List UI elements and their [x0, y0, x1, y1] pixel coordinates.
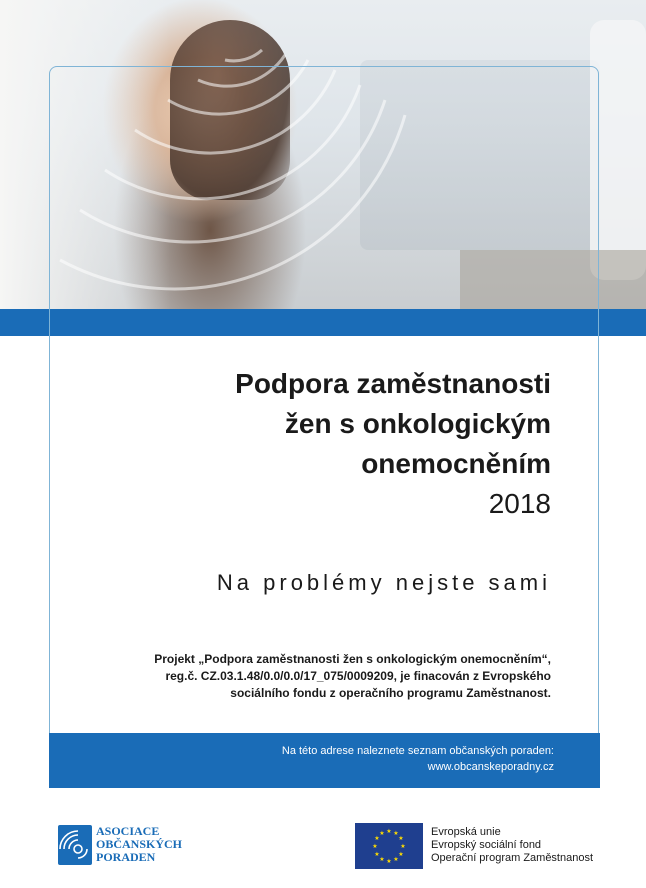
- svg-text:★: ★: [386, 858, 392, 865]
- page-title: [31, 364, 551, 484]
- svg-text:★: ★: [398, 835, 404, 842]
- project-statement: [31, 651, 551, 702]
- tagline: Na problémy nejste sami: [216, 570, 551, 595]
- svg-text:★: ★: [386, 828, 392, 835]
- title-line: žen s onkologickým: [284, 408, 551, 439]
- header-band: [0, 309, 646, 336]
- eu-line: Operační program Zaměstnanost: [431, 852, 594, 864]
- title-line: Podpora zaměstnanosti: [235, 368, 551, 399]
- svg-text:★: ★: [374, 835, 380, 842]
- project-line: sociálního fondu z operačního programu Zaměstnanost.: [230, 686, 551, 700]
- aop-name-line: PORADEN: [96, 850, 156, 864]
- title-year: 2018: [488, 488, 551, 519]
- project-line: reg.č. CZ.03.1.48/0.0/0.0/17_075/0009209, je finacován z Evropského: [165, 669, 551, 683]
- eu-flag-icon: [355, 823, 423, 869]
- aop-name-line: OBČANSKÝCH: [96, 837, 183, 851]
- project-line: Projekt „Podpora zaměstnanosti žen s onkologickým onemocněním“,: [154, 652, 551, 666]
- aop-name-line: ASOCIACE: [96, 824, 160, 838]
- svg-text:★: ★: [398, 851, 404, 858]
- svg-text:★: ★: [379, 830, 385, 837]
- svg-text:★: ★: [393, 856, 399, 863]
- svg-text:★: ★: [374, 851, 380, 858]
- eu-logo: [355, 823, 615, 873]
- svg-text:★: ★: [400, 843, 406, 850]
- aop-emblem-icon: [58, 825, 92, 865]
- signal-waves-icon: [0, 0, 646, 310]
- title-line: onemocněním: [361, 448, 551, 479]
- eu-line: Evropský sociální fond: [431, 839, 542, 851]
- svg-text:★: ★: [379, 856, 385, 863]
- address-intro: Na této adrese naleznete seznam občanských poraden:: [281, 745, 554, 757]
- eu-line: Evropská unie: [431, 826, 501, 838]
- address-link[interactable]: www.obcanskeporadny.cz: [427, 761, 554, 773]
- cover-photo: [0, 0, 646, 310]
- aop-logo: [58, 823, 218, 873]
- address-box: [49, 733, 600, 788]
- svg-text:★: ★: [372, 843, 378, 850]
- svg-text:★: ★: [393, 830, 399, 837]
